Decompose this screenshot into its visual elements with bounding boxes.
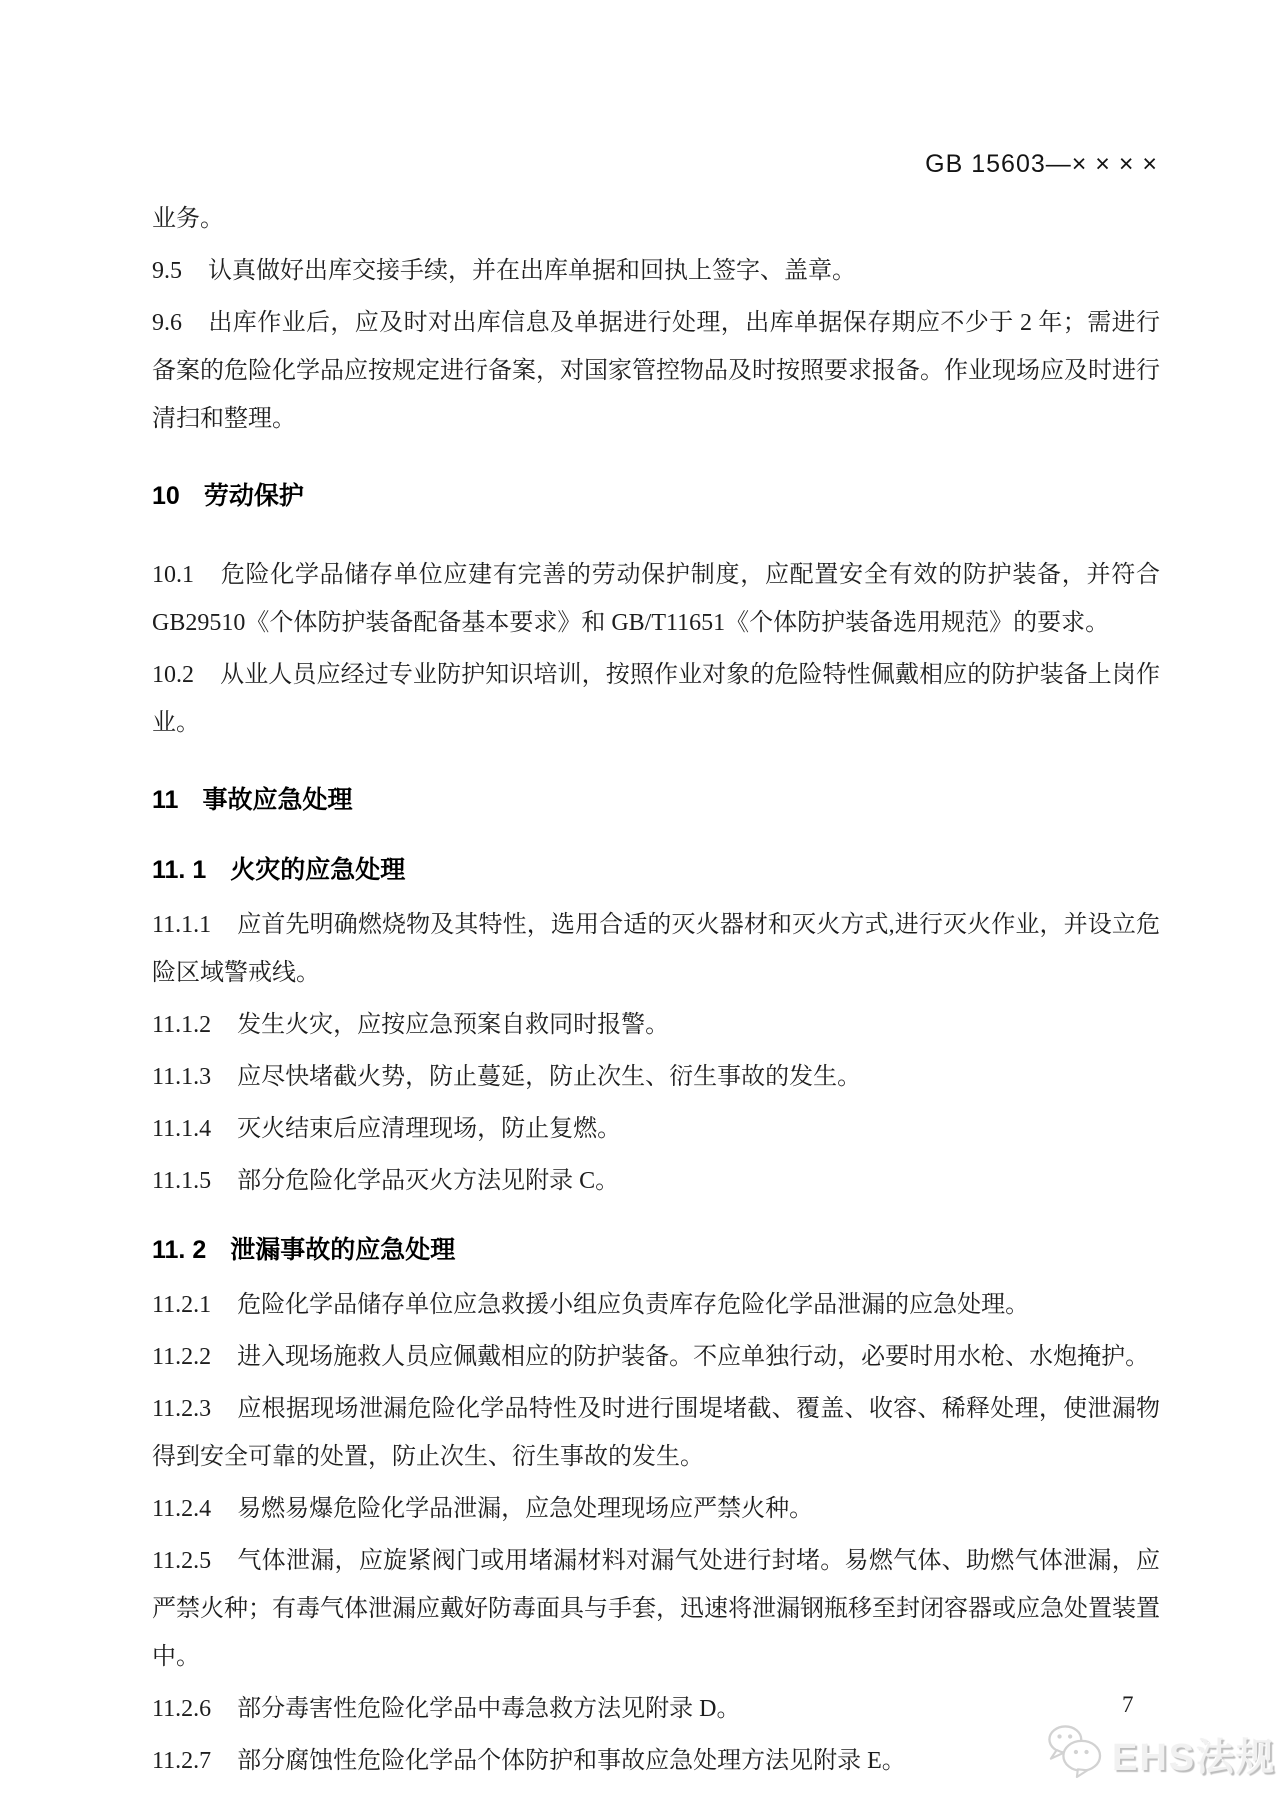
subsection-heading-11-1	[152, 855, 1160, 885]
clause-text: 认真做好出库交接手续，并在出库单据和回执上签字、盖章。	[208, 258, 856, 284]
subsection-title: 火灾的应急处理	[230, 856, 406, 884]
clause-11-2-2	[152, 1333, 1160, 1381]
clause-number: 11.1.5	[152, 1168, 212, 1194]
clause-number: 11.2.1	[152, 1292, 212, 1318]
clause-11-1-5	[152, 1157, 1160, 1205]
clause-11-1-4	[152, 1105, 1160, 1153]
clause-9-5	[152, 247, 1160, 295]
clause-number: 11.2.4	[152, 1496, 212, 1522]
clause-11-2-7	[152, 1737, 1160, 1785]
clause-11-2-4	[152, 1485, 1160, 1533]
document-body	[152, 195, 1160, 1785]
clause-number: 11.1.4	[152, 1116, 212, 1142]
paragraph-continuation	[152, 195, 1160, 243]
watermark-label: EHS法规	[1112, 1737, 1277, 1779]
clause-11-2-3	[152, 1385, 1160, 1481]
clause-number: 9.5	[152, 258, 182, 284]
subsection-title: 泄漏事故的应急处理	[230, 1236, 456, 1264]
clause-text: 应首先明确燃烧物及其特性，选用合适的灭火器材和灭火方式,进行灭火作业，并设立危险区域警戒线。	[152, 912, 1160, 986]
clause-text: 部分腐蚀性危险化学品个体防护和事故应急处理方法见附录 E。	[237, 1748, 906, 1774]
section-heading-11	[152, 785, 1160, 815]
clause-number: 11.2.6	[152, 1696, 212, 1722]
clause-number: 11.1.3	[152, 1064, 212, 1090]
section-title: 事故应急处理	[202, 786, 353, 814]
standard-number-header: GB 15603—× × × ×	[925, 150, 1158, 178]
clause-10-2	[152, 651, 1160, 747]
clause-text: 从业人员应经过专业防护知识培训，按照作业对象的危险特性佩戴相应的防护装备上岗作业。	[152, 662, 1160, 736]
clause-text: 灭火结束后应清理现场，防止复燃。	[237, 1116, 622, 1142]
clause-11-2-1	[152, 1281, 1160, 1329]
subsection-number: 11. 2	[152, 1236, 207, 1264]
subsection-heading-11-2	[152, 1235, 1160, 1265]
clause-11-1-1	[152, 901, 1160, 997]
clause-number: 11.2.2	[152, 1344, 212, 1370]
clause-text: 气体泄漏，应旋紧阀门或用堵漏材料对漏气处进行封堵。易燃气体、助燃气体泄漏，应严禁火种；有毒气体泄漏应戴好防毒面具与手套，迅速将泄漏钢瓶移至封闭容器或应急处置装置中。	[152, 1548, 1160, 1670]
clause-9-6	[152, 299, 1160, 443]
clause-number: 10.2	[152, 662, 194, 688]
clause-text: 应根据现场泄漏危险化学品特性及时进行围堤堵截、覆盖、收容、稀释处理，使泄漏物得到安全可靠的处置，防止次生、衍生事故的发生。	[152, 1396, 1160, 1470]
clause-number: 10.1	[152, 562, 194, 588]
clause-text: 出库作业后，应及时对出库信息及单据进行处理，出库单据保存期应不少于 2 年；需进行备案的危险化学品应按规定进行备案，对国家管控物品及时按照要求报备。作业现场应及时进行清扫和整理。	[152, 310, 1160, 432]
clause-11-1-2	[152, 1001, 1160, 1049]
clause-number: 11.1.2	[152, 1012, 212, 1038]
clause-text: 应尽快堵截火势，防止蔓延，防止次生、衍生事故的发生。	[237, 1064, 862, 1090]
section-number: 10	[152, 482, 180, 510]
wechat-icon	[1044, 1724, 1104, 1783]
subsection-number: 11. 1	[152, 856, 207, 884]
clause-text: 部分毒害性危险化学品中毒急救方法见附录 D。	[237, 1696, 741, 1722]
clause-number: 11.2.5	[152, 1548, 212, 1574]
clause-text: 发生火灾，应按应急预案自救同时报警。	[237, 1012, 670, 1038]
clause-number: 11.2.7	[152, 1748, 212, 1774]
page-number: 7	[1122, 1692, 1134, 1717]
ehs-watermark	[1044, 1724, 1276, 1783]
clause-text: 易燃易爆危险化学品泄漏，应急处理现场应严禁火种。	[237, 1496, 814, 1522]
section-title: 劳动保护	[203, 482, 304, 510]
clause-11-2-5	[152, 1537, 1160, 1681]
clause-number: 9.6	[152, 310, 182, 336]
clause-number: 11.2.3	[152, 1396, 212, 1422]
clause-text: 危险化学品储存单位应急救援小组应负责库存危险化学品泄漏的应急处理。	[237, 1292, 1030, 1318]
section-number: 11	[152, 786, 179, 814]
clause-11-1-3	[152, 1053, 1160, 1101]
clause-10-1	[152, 551, 1160, 647]
clause-text: 业务。	[152, 206, 224, 232]
clause-text: 进入现场施救人员应佩戴相应的防护装备。不应单独行动，必要时用水枪、水炮掩护。	[237, 1344, 1150, 1370]
section-heading-10	[152, 481, 1160, 511]
clause-text: 危险化学品储存单位应建有完善的劳动保护制度，应配置安全有效的防护装备，并符合 GB29510《个体防护装备配备基本要求》和 GB/T11651《个体防护装备选用规范》的要求。	[152, 562, 1160, 636]
clause-text: 部分危险化学品灭火方法见附录 C。	[237, 1168, 620, 1194]
clause-number: 11.1.1	[152, 912, 212, 938]
clause-11-2-6	[152, 1685, 1160, 1733]
